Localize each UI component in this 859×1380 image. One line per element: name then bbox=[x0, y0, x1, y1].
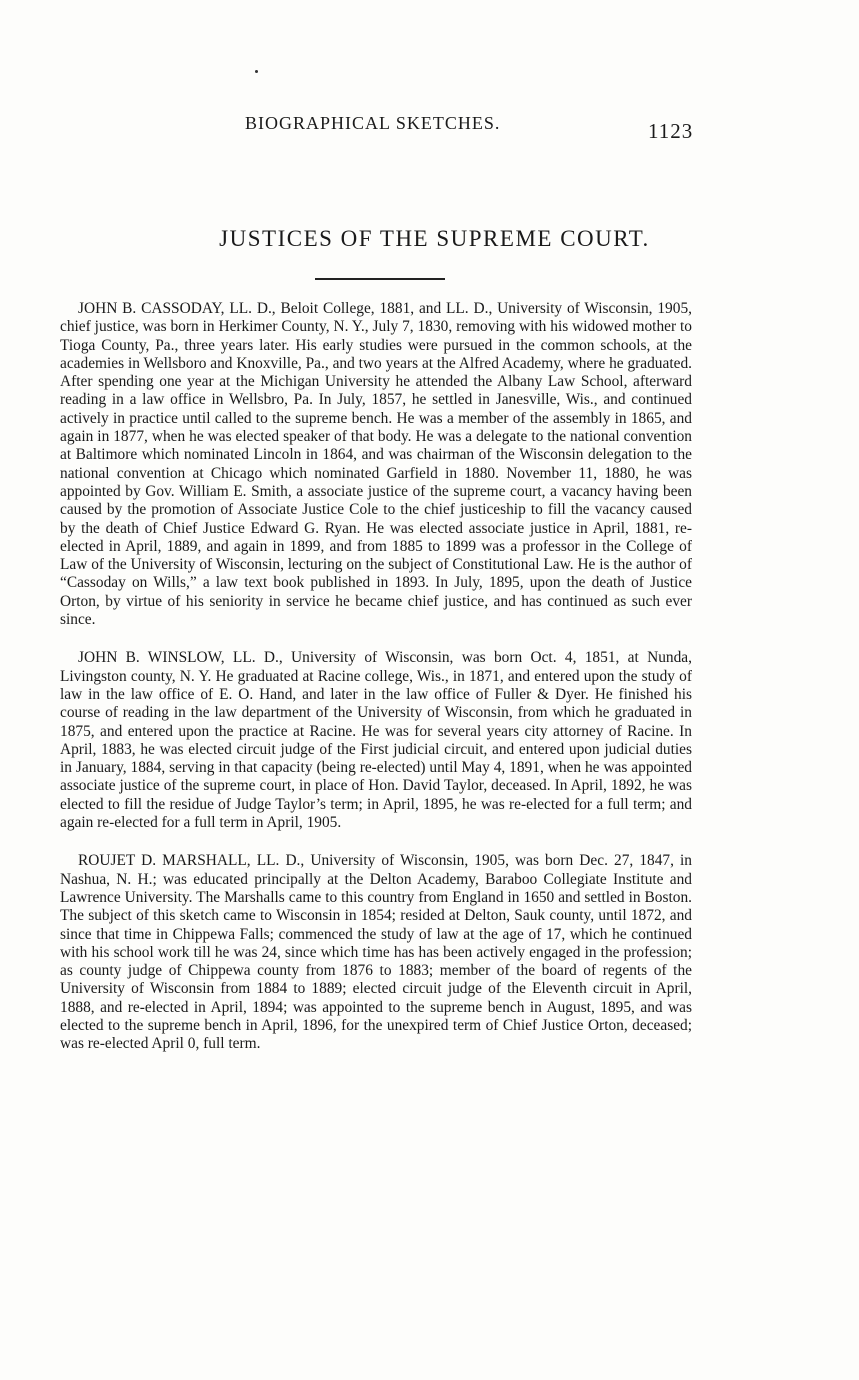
page-number: 1123 bbox=[648, 119, 694, 143]
title-rule bbox=[315, 278, 445, 280]
biography-paragraph-winslow: JOHN B. WINSLOW, LL. D., University of Wisconsin, was born Oct. 4, 1851, at Nunda, Livingston county, N. Y. He graduated at Racine college, Wis., in 1871, and entered upon the study of law in the law office of E. O. Hand, and later in the law office of Fuller & Dyer. He finished his course of reading in the law department of the University of Wisconsin, from which he graduated in 1875, and entered upon the practice at Racine. He was for several years city attorney of Racine. In April, 1883, he was elected circuit judge of the First judicial circuit, and entered upon judicial duties in January, 1884, serving in that capacity (being re-elected) until May 4, 1891, when he was appointed associate justice of the supreme court, in place of Hon. David Taylor, deceased. In April, 1892, he was elected to fill the residue of Judge Taylor’s term; in April, 1895, he was re-elected for a full term; and again re-elected for a full term in April, 1905. bbox=[60, 649, 692, 832]
speck-mark bbox=[255, 70, 258, 73]
section-title: JUSTICES OF THE SUPREME COURT. bbox=[219, 226, 650, 251]
body-text bbox=[60, 300, 692, 1054]
biography-paragraph-cassoday: JOHN B. CASSODAY, LL. D., Beloit College, 1881, and LL. D., University of Wisconsin, 1905, chief justice, was born in Herkimer County, N. Y., July 7, 1830, removing with his widowed mother to Tioga County, Pa., three years later. His early studies were pursued in the common schools, at the academies in Wellsboro and Knoxville, Pa., and two years at the Alfred Academy, where he graduated. After spending one year at the Michigan University he attended the Albany Law School, afterward reading in a law office in Wellsbro, Pa. In July, 1857, he settled in Janesville, Wis., and continued actively in practice until called to the supreme bench. He was a member of the assembly in 1865, and again in 1877, when he was elected speaker of that body. He was a delegate to the national convention at Baltimore which nominated Lincoln in 1864, and was chairman of the Wisconsin delegation to the national convention at Chicago which nominated Garfield in 1880. November 11, 1880, he was appointed by Gov. William E. Smith, a associate justice of the supreme court, a vacancy having been caused by the promotion of Associate Justice Cole to the chief justiceship to fill the vacancy caused by the death of Chief Justice Edward G. Ryan. He was elected associate justice in April, 1881, re-elected in April, 1889, and again in 1899, and from 1885 to 1899 was a professor in the College of Law of the University of Wisconsin, lecturing on the subject of Constitutional Law. He is the author of “Cassoday on Wills,” a law text book published in 1893. In July, 1895, upon the death of Justice Orton, by virtue of his seniority in service he became chief justice, and has continued as such ever since. bbox=[60, 300, 692, 629]
running-head: BIOGRAPHICAL SKETCHES. bbox=[245, 113, 501, 133]
biography-paragraph-marshall: ROUJET D. MARSHALL, LL. D., University of Wisconsin, 1905, was born Dec. 27, 1847, in Nashua, N. H.; was educated principally at the Delton Academy, Baraboo Collegiate Institute and Lawrence University. The Marshalls came to this country from England in 1650 and settled in Boston. The subject of this sketch came to Wisconsin in 1854; resided at Delton, Sauk county, until 1872, and since that time in Chippewa Falls; commenced the study of law at the age of 17, which he continued with his school work till he was 24, since which time has has been actively engaged in the profession; as county judge of Chippewa county from 1876 to 1883; member of the board of regents of the University of Wisconsin from 1884 to 1889; elected circuit judge of the Eleventh circuit in April, 1888, and re-elected in April, 1894; was appointed to the supreme bench in August, 1895, and was elected to the supreme bench in April, 1896, for the unexpired term of Chief Justice Orton, deceased; was re-elected April 0, full term. bbox=[60, 852, 692, 1053]
